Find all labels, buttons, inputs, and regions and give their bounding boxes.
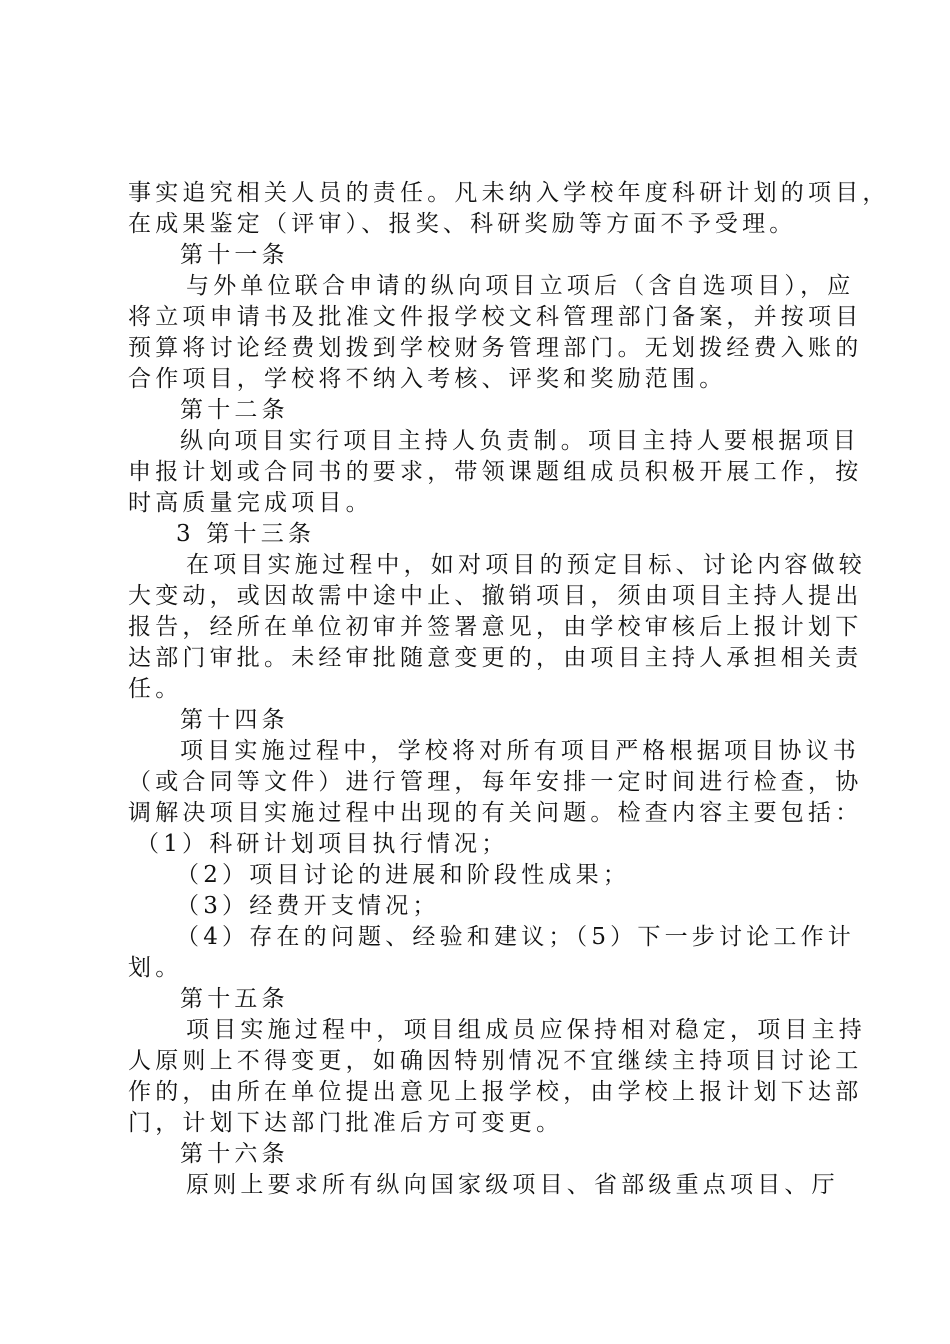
body-text-line: 事实追究相关人员的责任。凡未纳入学校年度科研计划的项目， <box>128 180 890 206</box>
body-text-line: 在成果鉴定（评审）、报奖、科研奖励等方面不予受理。 <box>128 211 797 237</box>
body-text-line: 作的，由所在单位提出意见上报学校，由学校上报计划下达部 <box>128 1079 863 1105</box>
body-text-line: 达部门审批。未经审批随意变更的，由项目主持人承担相关责 <box>128 645 863 671</box>
list-item: （4）存在的问题、经验和建议；（5）下一步讨论工作计 <box>176 924 855 950</box>
article-heading: 3 第十三条 <box>176 521 316 547</box>
list-item: （1）科研计划项目执行情况； <box>136 831 509 857</box>
body-text-line: 项目实施过程中，学校将对所有项目严格根据项目协议书 <box>180 738 860 764</box>
body-text-line: （或合同等文件）进行管理，每年安排一定时间进行检查，协 <box>128 769 863 795</box>
list-item: （2）项目讨论的进展和阶段性成果； <box>176 862 631 888</box>
body-text-line: 申报计划或合同书的要求，带领课题组成员积极开展工作，按 <box>128 459 863 485</box>
body-text-line: 门，计划下达部门批准后方可变更。 <box>128 1110 564 1136</box>
article-heading: 第十五条 <box>180 986 289 1012</box>
article-heading: 第十六条 <box>180 1141 289 1167</box>
body-text-line: 将立项申请书及批准文件报学校文科管理部门备案，并按项目 <box>128 304 863 330</box>
body-text-line: 项目实施过程中，项目组成员应保持相对稳定，项目主持 <box>186 1017 866 1043</box>
article-heading: 第十四条 <box>180 707 289 733</box>
body-text-line: 预算将讨论经费划拨到学校财务管理部门。无划拨经费入账的 <box>128 335 863 361</box>
body-text-line: 人原则上不得变更，如确因特别情况不宜继续主持项目讨论工 <box>128 1048 863 1074</box>
body-text-line: 任。 <box>128 676 183 702</box>
body-text-line: 与外单位联合申请的纵向项目立项后（含自选项目），应 <box>186 273 855 299</box>
body-text-line: 报告，经所在单位初审并签署意见，由学校审核后上报计划下 <box>128 614 863 640</box>
body-text-line: 时高质量完成项目。 <box>128 490 373 516</box>
body-text-line: 合作项目，学校将不纳入考核、评奖和奖励范围。 <box>128 366 727 392</box>
body-text-line: 调解决项目实施过程中出现的有关问题。检查内容主要包括： <box>128 800 863 826</box>
article-heading: 第十二条 <box>180 397 289 423</box>
body-text-line: 原则上要求所有纵向国家级项目、省部级重点项目、厅 <box>186 1172 839 1198</box>
article-heading: 第十一条 <box>180 242 289 268</box>
body-text-line: 在项目实施过程中，如对项目的预定目标、讨论内容做较 <box>186 552 866 578</box>
body-text-line: 大变动，或因故需中途中止、撤销项目，须由项目主持人提出 <box>128 583 863 609</box>
body-text-line: 划。 <box>128 955 183 981</box>
list-item: （3）经费开支情况； <box>176 893 440 919</box>
body-text-line: 纵向项目实行项目主持人负责制。项目主持人要根据项目 <box>180 428 860 454</box>
